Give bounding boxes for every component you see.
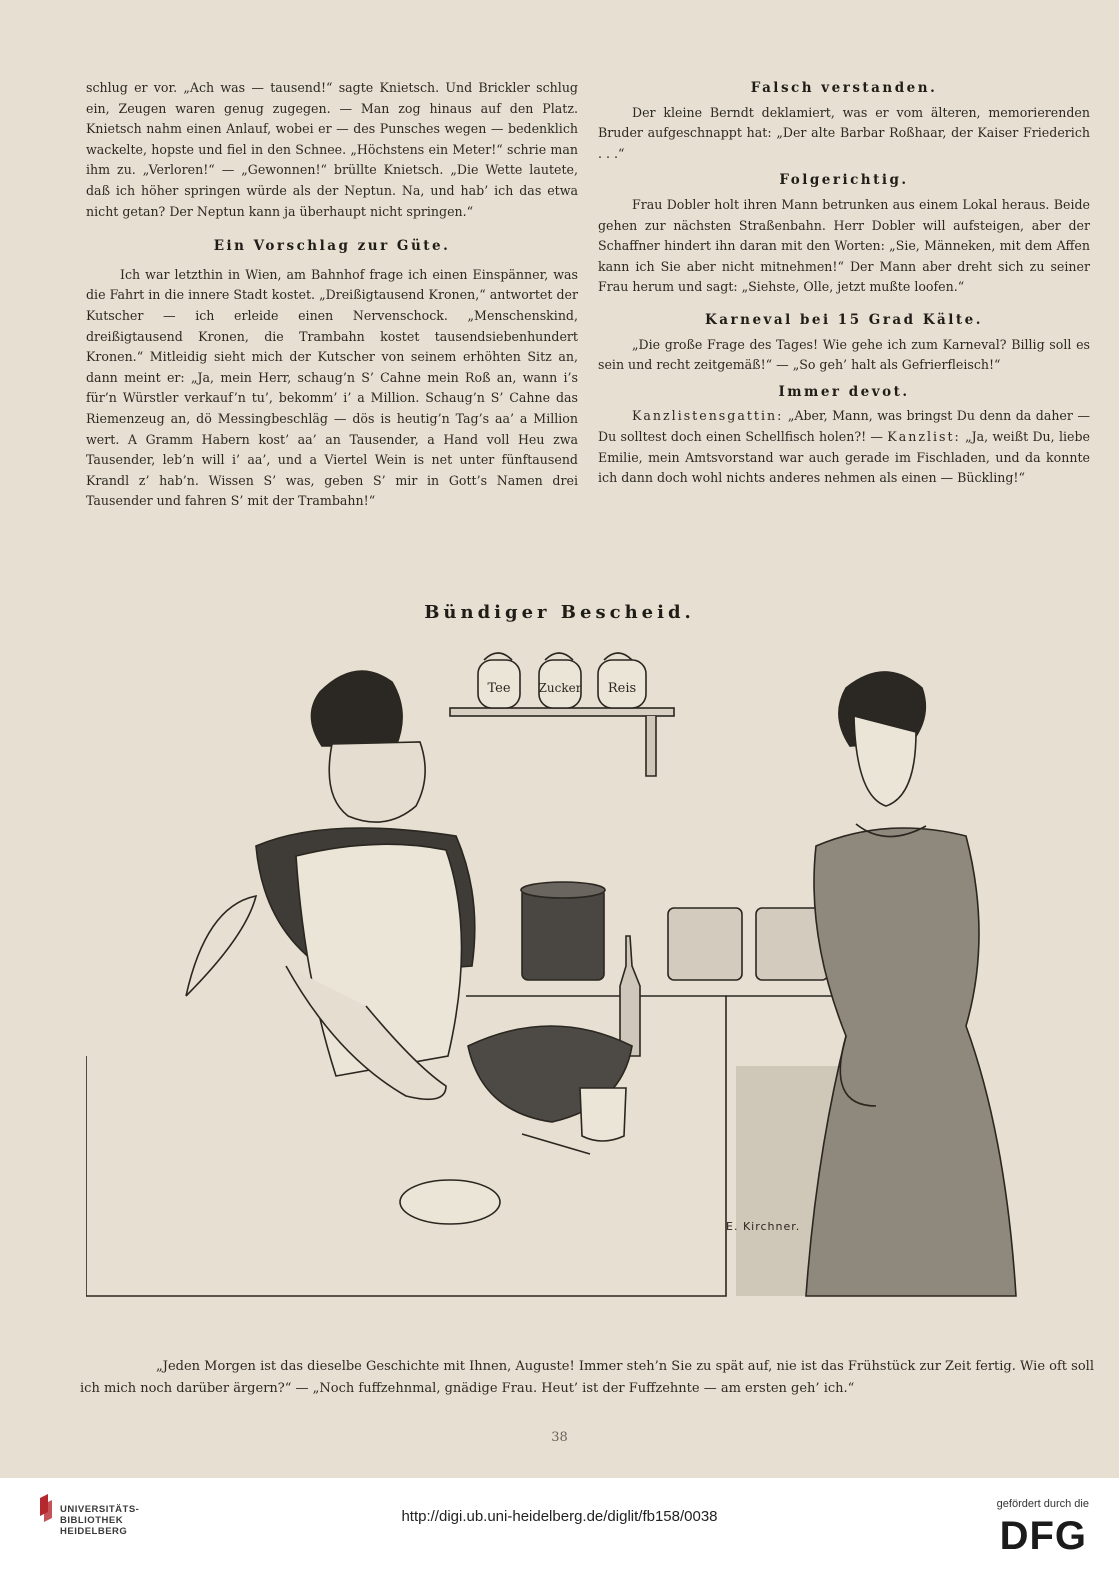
container-1 <box>668 908 742 980</box>
cooking-pot <box>522 888 604 980</box>
jar-label-reis: Reis <box>607 681 637 696</box>
illustration-title: Bündiger Bescheid. <box>424 602 695 623</box>
page-number: 38 <box>551 1430 568 1445</box>
heading-folgerichtig: Folgerichtig. <box>779 172 909 189</box>
left-paragraph-1: schlug er vor. „Ach was — tausend!“ sagte Knietsch. Und Brickler schlug ein, Zeugen waren genug zugegen. — Man zog hinaus auf den Platz. Knietsch nahm einen Anlauf, wobei er — des Punsches wegen — bedenklich wackelte, hopste und fiel in den Schnee. „Höchstens ein Meter!“ schrie man ihm zu. „Verloren!“ — „Gewonnen!“ brüllte Knietsch. „Die Wette lautete, daß ich höher springen würde als der Neptun. Na, und hab’ ich das etwa nicht getan? Der Neptun kann ja überhaupt nicht springen.“ <box>86 80 578 219</box>
funded-by-label: gefördert durch die <box>996 1498 1089 1510</box>
heading-immer-devot: Immer devot. <box>778 383 910 400</box>
plate <box>400 1180 500 1224</box>
dialog-text-1: „Aber, Mann, was bringst Du denn da daher — Du solltest doch einen Schellfisch holen?! — <box>598 408 1090 444</box>
source-url[interactable]: http://digi.ub.uni-heidelberg.de/diglit/fb158/0038 <box>401 1508 718 1525</box>
heading-ein-vorschlag: Ein Vorschlag zur Güte. <box>213 238 451 255</box>
right-paragraph-3: „Die große Frage des Tages! Wie gehe ich zum Karneval? Billig soll es sein und recht zeitgemäß!“ — „So geh’ halt als Gefrierfleisch!“ <box>598 336 1090 373</box>
dfg-logo: DFG <box>999 1514 1087 1558</box>
right-paragraph-4 <box>598 406 1090 488</box>
heading-falsch-verstanden: Falsch verstanden. <box>750 80 938 96</box>
left-paragraph-2: Ich war letzthin in Wien, am Bahnhof frage ich einen Einspänner, was die Fahrt in die innere Stadt kostet. „Dreißigtausend Kronen,“ antwortet der Kutscher — ich erleide einen Nervenschock. „Menschenskind, dreißigtausend Kronen, die Trambahn kostet tausendsiebenhundert Kronen.“ Mitleidig sieht mich der Kutscher von seinem erhöhten Sitz an, dann meint er: „Ja, mein Herr, schaug’n S’ Cahne mein Roß an, wann i’s für’n Würstler verkauf’n tu’, bekomm’ i’ a Million. Schaug’n S’ Cahne das Riemenzeug an, dö Messingbeschläg — dös is heutig’n Tag’s aa’ a Million wert. A Gramm Habern kost’ aa’ an Tausender, a Hand voll Heu zwa Tausender, leb’n will i’ aa’, und a Viertel Wein is net unter fünftausend Krandl z’ hab’n. Wissen S’ was, geben S’ mir in Gott’s Namen drei Tausender und fahren S’ mit der Trambahn!“ <box>86 266 578 509</box>
bottle <box>620 936 640 1056</box>
shelf <box>450 708 674 716</box>
footer <box>0 1478 1119 1588</box>
lady-figure <box>806 672 1016 1296</box>
right-paragraph-1: Der kleine Berndt deklamiert, was er vom älteren, memorierenden Bruder aufgeschnappt hat: „Der alte Barbar Roßhaar, der Kaiser Friederich . . .“ <box>598 104 1090 161</box>
heading-karneval: Karneval bei 15 Grad Kälte. <box>705 311 983 328</box>
artist-signature: E. Kirchner. <box>726 1220 801 1233</box>
library-name: UNIVERSITÄTS- BIBLIOTHEK HEIDELBERG <box>60 1504 140 1537</box>
speaker-kanzlistensgattin: Kanzlistensgattin: <box>632 408 784 424</box>
shelf-bracket <box>646 716 656 776</box>
left-column <box>86 78 578 512</box>
jar-label-tee: Tee <box>487 681 511 696</box>
kitchen-illustration <box>86 636 1096 1336</box>
right-column <box>598 78 1090 489</box>
speaker-kanzlist: Kanzlist: <box>887 428 961 444</box>
right-paragraph-2: Frau Dobler holt ihren Mann betrunken aus einem Lokal heraus. Beide gehen zur nächsten Straßenbahn. Herr Dobler will aufsteigen, aber der Schaffner hindert ihn daran mit den Worten: „Sie, Männeken, mit dem Affen kann ich Sie aber nicht mitnehmen!“ Der Mann aber dreht sich zu seiner Frau herum und sagt: „Siehste, Olle, jetzt mußte loofen.“ <box>598 196 1090 295</box>
spoon <box>522 1134 590 1154</box>
dialog-text-2: „Ja, weißt Du, liebe Emilie, mein Amtsvorstand war auch gerade im Fischladen, und da konnte ich dann doch wohl nichts anderes nehmen als einen — Bückling!“ <box>598 428 1090 486</box>
illustration-caption: „Jeden Morgen ist das dieselbe Geschichte mit Ihnen, Auguste! Immer steh’n Sie zu spät auf, nie ist das Frühstück zur Zeit fertig. Wie oft soll ich mich noch darüber ärgern?“ — „Noch fuffzehnmal, gnädige Frau. Heut’ ist der Fuffzehnte — am ersten geh’ ich.“ <box>80 1359 1094 1396</box>
jar-label-zucker: Zucker <box>538 681 582 695</box>
cook-figure <box>186 671 475 1099</box>
cup <box>580 1088 626 1141</box>
